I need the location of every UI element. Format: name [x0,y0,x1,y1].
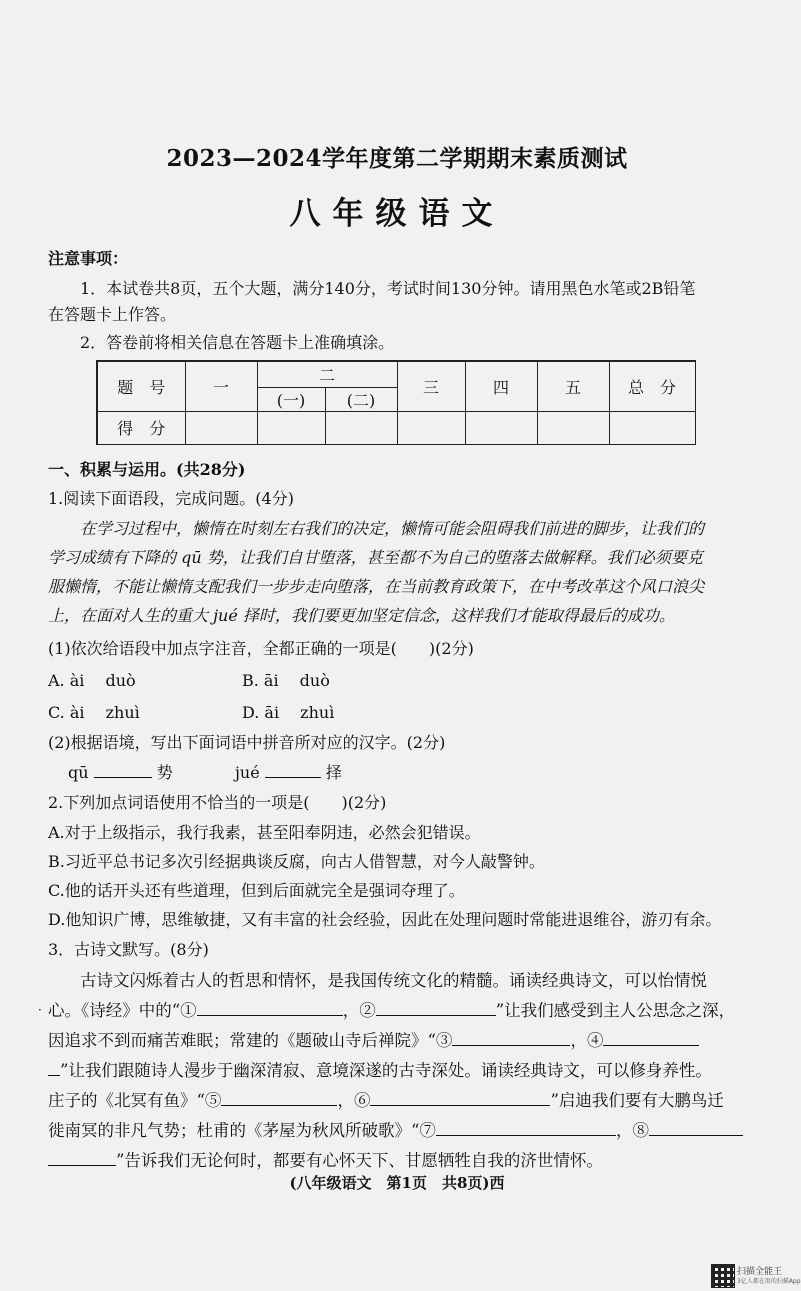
score-cell [257,411,325,444]
answer-blank-q3-4[interactable] [603,1029,699,1046]
score-cell [465,411,537,444]
answer-blank-q3-2[interactable] [376,999,496,1016]
answer-blank-q3-8[interactable] [649,1119,743,1136]
question-3-line-6: 徙南冥的非凡气势；杜甫的《茅屋为秋风所破歌》“⑦ ，⑧ [48,1117,743,1141]
header-col-1: 一 [185,361,257,411]
header-col-4: 四 [465,361,537,411]
header-col-2: 二 [257,361,397,387]
answer-blank-q3-7[interactable] [436,1119,616,1136]
header-col-5: 五 [537,361,609,411]
header-col-3: 三 [397,361,465,411]
question-3-line-3: 因追求不到而痛苦难眠；常建的《题破山寺后禅院》“③ ，④ [48,1027,699,1051]
header-question-number: 题 号 [97,361,185,411]
score-cell [185,411,257,444]
notice-item-2: 2．答卷前将相关信息在答题卡上准确填涂。 [80,333,395,352]
option-1b: B. āi duò [242,671,330,690]
answer-blank-q3-1[interactable] [197,999,343,1016]
question-3-line-5: 庄子的《北冥有鱼》“⑤ ，⑥ ”启迪我们要有大鹏鸟迁 [48,1091,724,1110]
question-2-option-d: D.他知识广博，思维敏捷，又有丰富的社会经验，因此在处理问题时常能进退维谷，游刃有余。 [48,910,722,929]
qr-code-icon [711,1264,735,1288]
answer-blank-q3-3[interactable] [452,1029,570,1046]
passage-line-3: 服懒惰，不能让懒惰支配我们一步步走向堕落，在当前教育政策下，在中考改革这个风口浪尖 [48,577,705,596]
margin-dot: · [38,1003,42,1017]
question-1-stem: 1.阅读下面语段，完成问题。(4分) [48,489,294,508]
subject-title: 八年级语文 [289,196,505,232]
score-cell [537,411,609,444]
header-col-2-sub-1: (一) [257,387,325,411]
scanner-app-tagline: 3亿人都在用的扫描App [737,1278,801,1285]
score-cell [397,411,465,444]
header-col-2-sub-2: (二) [325,387,397,411]
pinyin-fill-line [68,760,342,783]
hanzi-2: 择 [325,763,342,782]
passage-line-4: 上，在面对人生的重大 jué 择时，我们要更加坚定信念，这样我们才能取得最后的成功。 [48,606,675,625]
score-cell [325,411,397,444]
question-3-line-1: 古诗文闪烁着古人的哲思和情怀，是我国传统文化的精髓。诵读经典诗文，可以怡情悦 [80,971,707,990]
notice-item-1-cont: 在答题卡上作答。 [48,305,177,324]
answer-blank-q3-5[interactable] [221,1089,337,1106]
score-row-label: 得 分 [97,411,185,444]
notice-heading: 注意事项： [48,249,129,268]
question-3-stem: 3．古诗文默写。(8分) [48,940,209,959]
question-2-option-b: B.习近平总书记多次引经据典谈反腐，向古人借智慧，对今人敲警钟。 [48,852,545,871]
option-1d: D. āi zhuì [242,703,335,722]
question-3-line-4: ”让我们跟随诗人漫步于幽深清寂、意境深遂的古寺深处。诵读经典诗文，可以修身养性。 [48,1057,712,1081]
answer-blank-q3-6[interactable] [370,1089,550,1106]
section-1-heading: 一、积累与运用。(共28分) [48,460,246,479]
page-footer: (八年级语文 第1页 共8页)西 [289,1174,505,1192]
scanner-app-logo: 扫描全能王 [737,1267,783,1277]
passage-line-1: 在学习过程中，懒惰在时刻左右我们的决定，懒惰可能会阻碍我们前进的脚步，让我们的 [80,519,705,538]
answer-blank-q3-8-cont[interactable] [48,1149,116,1166]
question-2-stem: 2.下列加点词语使用不恰当的一项是( )(2分) [48,793,387,812]
option-1c: C. ài zhuì [48,703,140,722]
answer-blank-1[interactable] [94,761,152,778]
header-total: 总 分 [609,361,695,411]
score-cell [609,411,695,444]
question-2-option-a: A.对于上级指示，我行我素，甚至阳奉阴违，必然会犯错误。 [48,823,481,842]
option-1a: A. ài duò [48,671,136,690]
hanzi-1: 势 [156,763,173,782]
question-1-1: (1)依次给语段中加点字注音，全都正确的一项是( )(2分) [48,639,474,658]
exam-title: 2023—2024学年度第二学期期末素质测试 [166,145,628,172]
passage-line-2: 学习成绩有下降的 qū 势，让我们自甘堕落，甚至都不为自己的堕落去做解释。我们必须要克 [48,548,703,567]
question-3-line-7: ”告诉我们无论何时，都要有心怀天下、甘愿牺牲自我的济世情怀。 [48,1147,603,1171]
pinyin-2: jué [234,763,260,782]
question-1-2: (2)根据语境，写出下面词语中拼音所对应的汉字。(2分) [48,733,446,752]
question-3-line-2: 心。《诗经》中的“① ，② ”让我们感受到主人公思念之深， [48,1001,736,1020]
question-2-option-c: C.他的话开头还有些道理，但到后面就完全是强词夺理了。 [48,881,465,900]
score-table [96,360,696,445]
notice-item-1: 1．本试卷共8页，五个大题，满分140分，考试时间130分钟。请用黑色水笔或2B铅笔 [80,279,696,298]
answer-blank-2[interactable] [265,761,321,778]
answer-blank-q3-4-cont[interactable] [48,1059,60,1076]
pinyin-1: qū [68,763,89,782]
